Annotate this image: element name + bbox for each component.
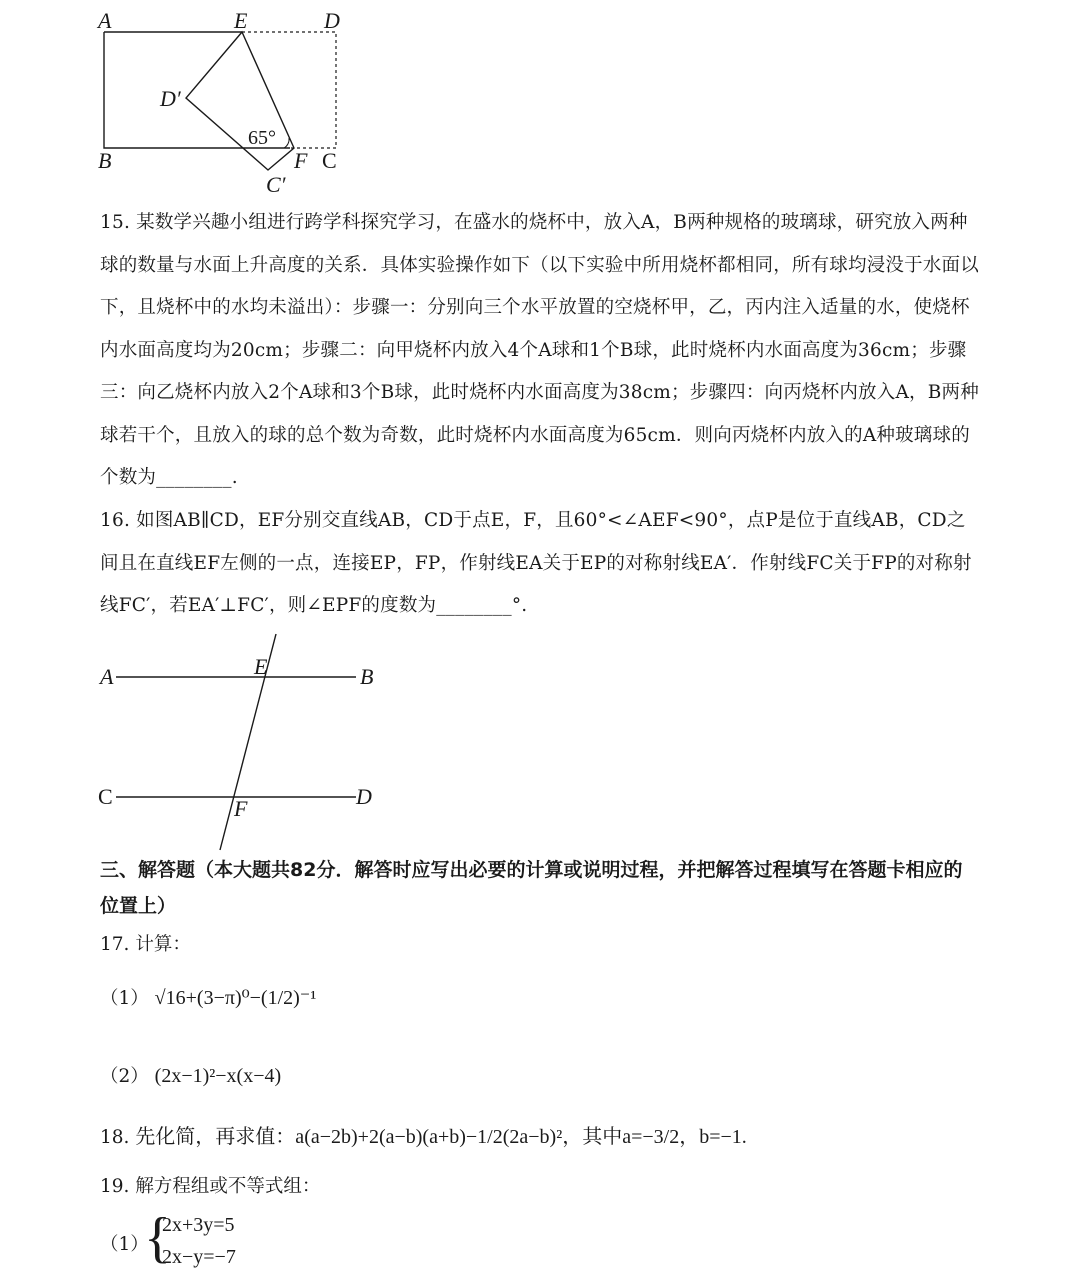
label-C-prime: C′ — [266, 172, 286, 197]
system-brace: { — [144, 1207, 171, 1269]
section-3-heading: 三、解答题（本大题共82分．解答时应写出必要的计算或说明过程，并把解答过程填写在答题卡相应的位置上） — [100, 859, 963, 917]
label-B: B — [98, 148, 112, 173]
q19-number: 19. — [100, 1176, 130, 1197]
label-D: D — [356, 784, 372, 809]
q17-p1-label: （1） — [100, 988, 149, 1009]
label-F: F — [234, 796, 248, 821]
line-EF — [220, 634, 276, 850]
label-E: E — [234, 8, 248, 33]
figure-parallel-lines — [90, 630, 390, 855]
label-F: F — [294, 148, 308, 173]
q19-title: 解方程组或不等式组： — [135, 1176, 321, 1197]
q17-title-line — [100, 930, 191, 956]
question-16 — [100, 500, 980, 628]
q19-eq2: 2x−y=−7 — [162, 1246, 236, 1268]
label-C: C — [322, 148, 337, 173]
question-18 — [100, 1120, 747, 1149]
question-15 — [100, 202, 980, 500]
q17-p2-expr: (2x−1)²−x(x−4) — [154, 1065, 282, 1087]
angle-arc — [284, 138, 289, 148]
label-E: E — [254, 654, 268, 679]
q18-number: 18. — [100, 1127, 130, 1148]
q15-number: 15. — [100, 212, 131, 233]
q19-p1-label: （1） — [100, 1234, 149, 1255]
q19-eq1: 2x+3y=5 — [162, 1214, 235, 1236]
angle-label: 65° — [248, 127, 276, 149]
label-C: C — [98, 784, 113, 809]
q17-part1 — [100, 984, 316, 1010]
q16-number: 16. — [100, 510, 131, 531]
q17-p1-expr: √16+(3−π)⁰−(1/2)⁻¹ — [154, 987, 317, 1009]
figure-folded-rectangle — [90, 0, 360, 200]
q15-text: 某数学兴趣小组进行跨学科探究学习，在盛水的烧杯中，放入A，B两种规格的玻璃球，研究放入两种球的数量与水面上升高度的关系．具体实验操作如下（以下实验中所用烧杯都相同，所有球均浸没于水面以下，且烧杯中的水均未溢出）：步骤一：分别向三个水平放置的空烧杯甲，乙，丙内注入适量的水，使烧杯内水面高度均为20cm；步骤二：向甲烧杯内放入4个A球和1个B球，此时烧杯内水面高度为36cm；步骤三：向乙烧杯内放入2个A球和3个B球，此时烧杯内水面高度为38cm；步骤四：向丙烧杯内放入A，B两种球若干个，且放入的球的总个数为奇数，此时烧杯内水面高度为65cm．则向丙烧杯内放入的A种玻璃球的个数为________. — [100, 212, 979, 488]
q17-part2 — [100, 1062, 281, 1088]
q19-title-line — [100, 1172, 320, 1198]
folded-quadrilateral — [186, 32, 294, 170]
q17-p2-label: （2） — [100, 1066, 149, 1087]
q18-text: 先化简，再求值：a(a−2b)+2(a−b)(a+b)−1/2(2a−b)²，其中a=−3/2，b=−1. — [135, 1126, 747, 1148]
label-D-prime: D′ — [160, 86, 181, 111]
label-B: B — [360, 664, 374, 689]
label-A: A — [98, 8, 112, 33]
q17-number: 17. — [100, 934, 130, 955]
label-A: A — [100, 664, 114, 689]
label-D: D — [324, 8, 340, 33]
q16-text: 如图AB∥CD，EF分别交直线AB，CD于点E，F，且60°<∠AEF<90°，点P是位于直线AB，CD之间且在直线EF左侧的一点，连接EP，FP，作射线EA关于EP的对称射线EA′．作射线FC关于FP的对称射线FC′，若EA′⊥FC′，则∠EPF的度数为________°. — [100, 510, 972, 616]
q17-title: 计算： — [135, 934, 191, 955]
